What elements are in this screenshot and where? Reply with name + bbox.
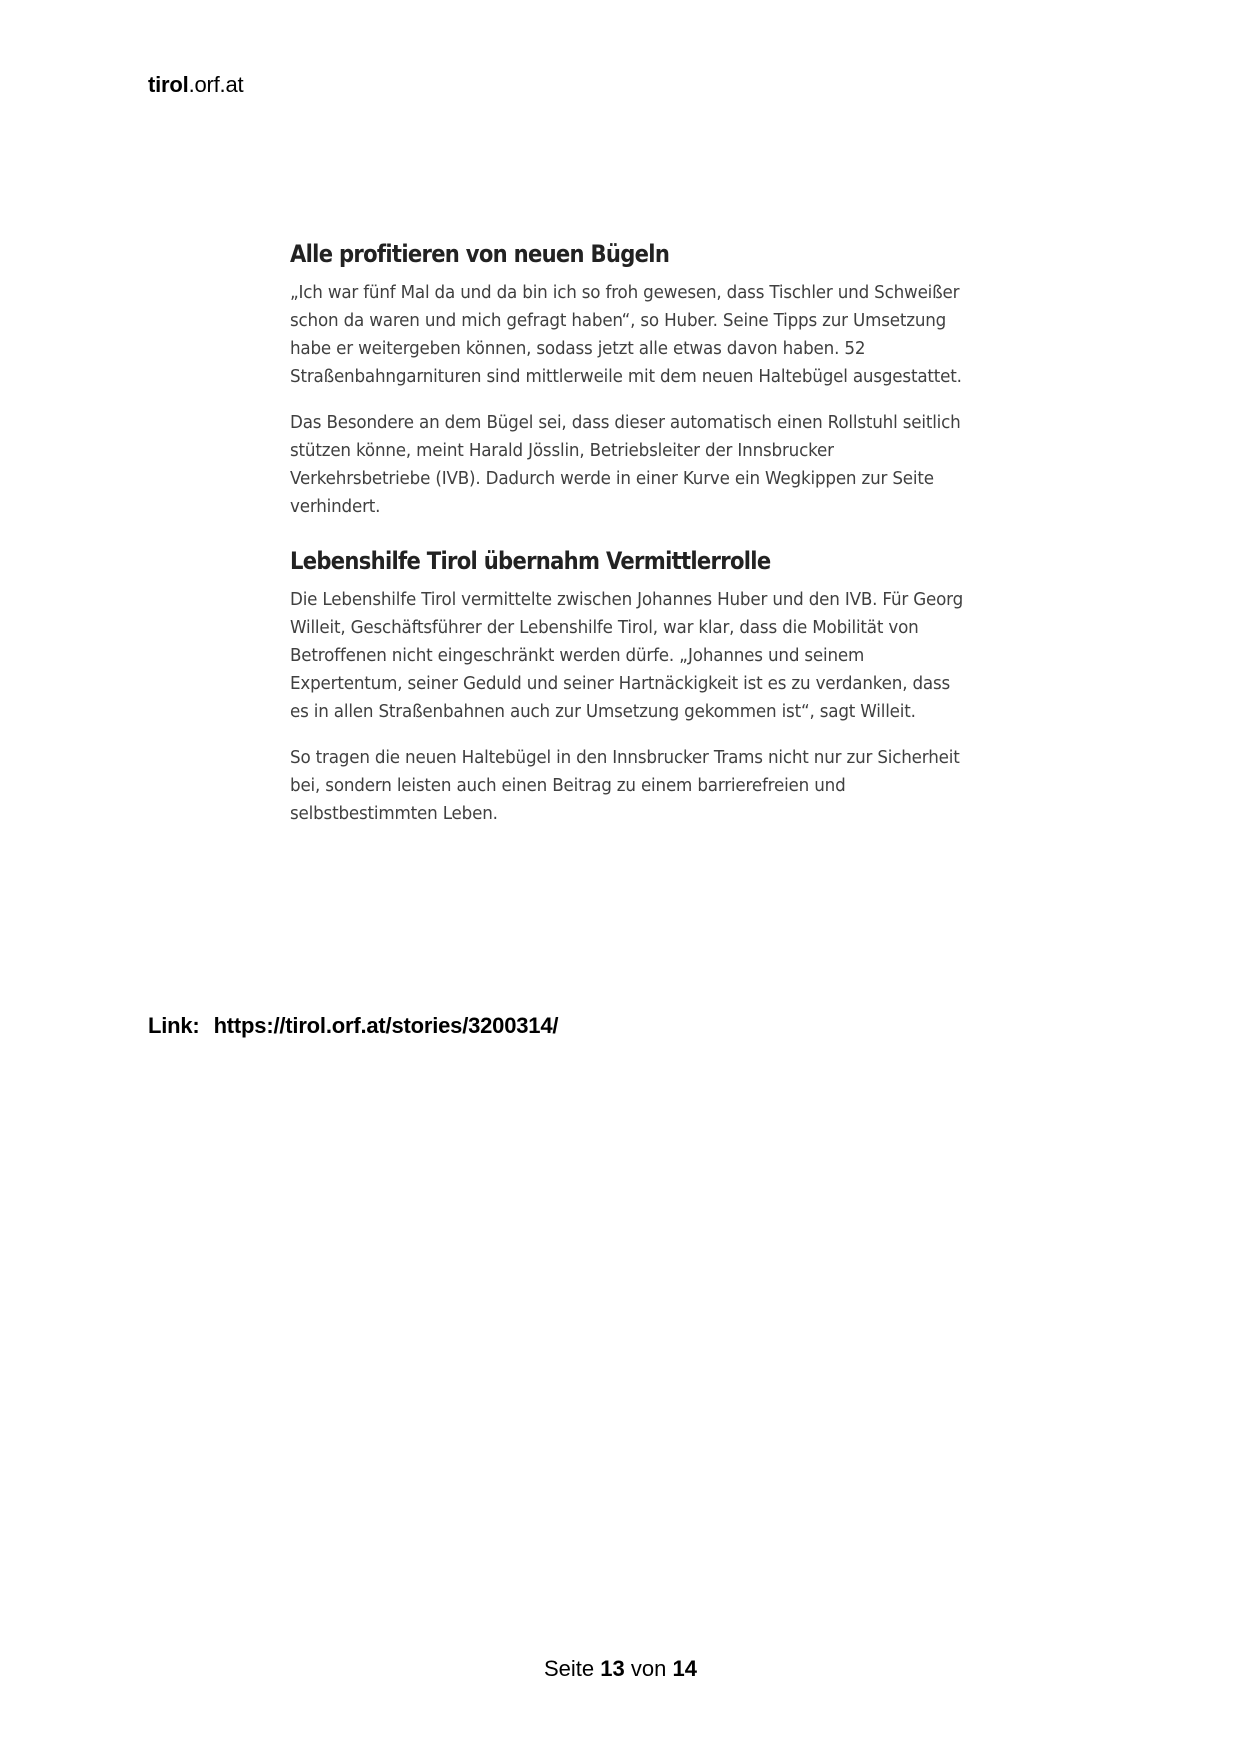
source-url-link[interactable]: https://tirol.orf.at/stories/3200314/ <box>213 1013 559 1038</box>
section-heading: Alle profitieren von neuen Bügeln <box>290 240 670 268</box>
total-page-count: 14 <box>672 1656 697 1681</box>
section-spacer <box>290 521 970 547</box>
article-paragraph: Das Besondere an dem Bügel sei, dass dieser automatisch einen Rollstuhl seitlich stützen könne, meint Harald Jösslin, Betriebsleiter der Innsbrucker Verkehrsbetriebe (IVB). Dadurch werde in einer Kurve ein Wegkippen zur Seite verhindert. <box>290 411 961 517</box>
brand-name-bold: tirol <box>148 72 189 97</box>
page-footer <box>0 1656 1241 1682</box>
article-paragraph: „Ich war fünf Mal da und da bin ich so froh gewesen, dass Tischler und Schweißer schon da waren und mich gefragt haben“, so Huber. Seine Tipps zur Umsetzung habe er weitergeben können, sodass jetzt alle etwas davon haben. 52 Straßenbahngarnituren sind mittlerweile mit dem neuen Haltebügel ausgestattet. <box>290 281 962 387</box>
brand-name-domain: .orf.at <box>188 72 244 97</box>
source-link-line <box>148 1013 558 1039</box>
section-heading: Lebenshilfe Tirol übernahm Vermittlerrolle <box>290 546 771 575</box>
paragraph-spacer <box>290 391 970 409</box>
link-label: Link: <box>148 1013 200 1038</box>
paragraph-spacer <box>290 726 970 744</box>
article-clipping <box>290 240 970 828</box>
current-page-number: 13 <box>600 1656 625 1681</box>
page-separator: von <box>630 1656 667 1681</box>
article-paragraph: So tragen die neuen Haltebügel in den Innsbrucker Trams nicht nur zur Sicherheit bei, sondern leisten auch einen Beitrag zu einem barrierefreien und selbstbestimmten Leben. <box>290 746 960 824</box>
site-header <box>148 72 243 98</box>
article-paragraph: Die Lebenshilfe Tirol vermittelte zwischen Johannes Huber und den IVB. Für Georg Willeit, Geschäftsführer der Lebenshilfe Tirol, war klar, dass die Mobilität von Betroffenen nicht eingeschränkt werden dürfe. „Johannes und seinem Expertentum, seiner Geduld und seiner Hartnäckigkeit ist es zu verdanken, dass es in allen Straßenbahnen auch zur Umsetzung gekommen ist“, sagt Willeit. <box>290 588 964 722</box>
page-prefix: Seite <box>544 1656 595 1681</box>
